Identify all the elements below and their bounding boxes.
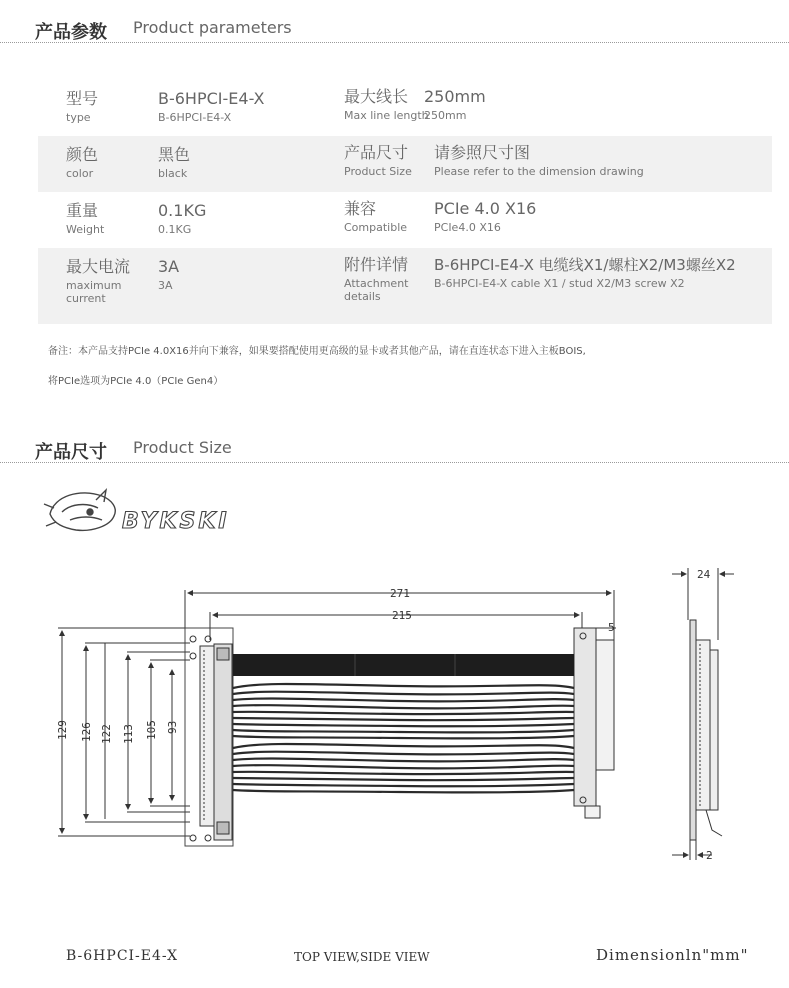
- label-en: maximum current: [66, 279, 122, 305]
- value2-en: PCIe4.0 X16: [434, 221, 501, 234]
- value-en: 0.1KG: [158, 223, 192, 236]
- param-label: [66, 202, 104, 236]
- value2-zh: B-6HPCI-E4-X 电缆线X1/螺柱X2/M3螺丝X2: [434, 256, 736, 274]
- dimension-drawing: [0, 540, 789, 944]
- dim-2: 2: [706, 849, 713, 862]
- label2-en: Max line length: [344, 109, 429, 122]
- note-line-1: 备注：本产品支持PCIe 4.0X16并向下兼容，如果要搭配使用更高级的显卡或者其他产品，请在直连状态下进入主板BOIS,: [48, 346, 586, 357]
- param-value-2: [424, 88, 486, 122]
- dim-122: 122: [100, 724, 113, 744]
- label-en: type: [66, 111, 91, 124]
- param-value: [158, 258, 179, 292]
- caption-views: TOP VIEW,SIDE VIEW: [294, 950, 430, 964]
- param-label-2: [344, 144, 412, 178]
- section-title-zh: 产品参数: [35, 22, 107, 43]
- value-en: B-6HPCI-E4-X: [158, 111, 232, 124]
- dim-5: 5: [608, 621, 615, 634]
- params-row-weight: [38, 192, 772, 248]
- label-zh: 重量: [66, 201, 99, 220]
- value-zh: 3A: [158, 257, 180, 276]
- section-title-en: Product Size: [133, 438, 232, 457]
- value2-zh: 请参照尺寸图: [434, 143, 531, 162]
- label2-en: Attachment details: [344, 277, 409, 303]
- value2-en: B-6HPCI-E4-X cable X1 / stud X2/M3 screw X2: [434, 277, 685, 290]
- dim-24: 24: [697, 568, 711, 581]
- value-zh: B-6HPCI-E4-X: [158, 89, 265, 108]
- param-label: [66, 146, 98, 180]
- dim-105: 105: [145, 720, 158, 740]
- param-value-2: [434, 144, 644, 178]
- label-zh: 型号: [66, 89, 99, 108]
- params-row-color: [38, 136, 772, 192]
- params-row-current: [38, 248, 772, 324]
- param-value-2: [434, 200, 536, 234]
- param-value: [158, 90, 265, 124]
- label-en: color: [66, 167, 94, 180]
- param-value: [158, 202, 206, 236]
- logo-wordmark: BYKSKI: [122, 509, 230, 534]
- value-zh: 0.1KG: [158, 201, 207, 220]
- param-label: [66, 258, 136, 305]
- dim-215: 215: [392, 609, 412, 622]
- section-header-params: [0, 8, 789, 43]
- cable-top-band: [233, 654, 574, 676]
- ribbon-cables: [233, 684, 574, 792]
- label-zh: 颜色: [66, 145, 99, 164]
- value2-zh: PCIe 4.0 X16: [434, 199, 537, 218]
- param-label-2: [344, 200, 407, 234]
- caption-model: B-6HPCI-E4-X: [66, 948, 179, 964]
- label2-zh: 最大线长: [344, 87, 409, 106]
- value2-zh: 250mm: [424, 87, 486, 106]
- dim-126: 126: [80, 722, 93, 742]
- dim-93: 93: [166, 720, 179, 734]
- label2-zh: 产品尺寸: [344, 143, 409, 162]
- section-header-size: [0, 432, 789, 463]
- section-title-zh: 产品尺寸: [35, 442, 107, 463]
- label2-zh: 附件详情: [344, 255, 409, 274]
- value2-en: 250mm: [424, 109, 467, 122]
- brand-logo: [40, 482, 260, 546]
- params-table: [38, 80, 772, 324]
- params-row-type: [38, 80, 772, 136]
- label-zh: 最大电流: [66, 257, 131, 276]
- caption-unit: Dimensionln"mm": [596, 946, 749, 964]
- value-zh: 黑色: [158, 145, 191, 164]
- value2-en: Please refer to the dimension drawing: [434, 165, 644, 178]
- note-line-2: 将PCIe选项为PCIe 4.0（PCIe Gen4）: [48, 376, 224, 387]
- label2-zh: 兼容: [344, 199, 377, 218]
- label2-en: Product Size: [344, 165, 412, 178]
- param-label-2: [344, 256, 414, 303]
- param-label-2: [344, 88, 429, 122]
- label-en: Weight: [66, 223, 105, 236]
- section-title-en: Product parameters: [133, 18, 292, 37]
- value-en: 3A: [158, 279, 173, 292]
- dim-271: 271: [390, 587, 410, 600]
- param-label: [66, 90, 98, 124]
- dragon-logo-icon: [44, 490, 115, 530]
- value-en: black: [158, 167, 188, 180]
- dim-113: 113: [122, 724, 135, 744]
- side-view: [672, 568, 734, 860]
- param-value-2: [434, 256, 736, 290]
- param-value: [158, 146, 190, 180]
- dim-129: 129: [56, 720, 69, 740]
- label2-en: Compatible: [344, 221, 408, 234]
